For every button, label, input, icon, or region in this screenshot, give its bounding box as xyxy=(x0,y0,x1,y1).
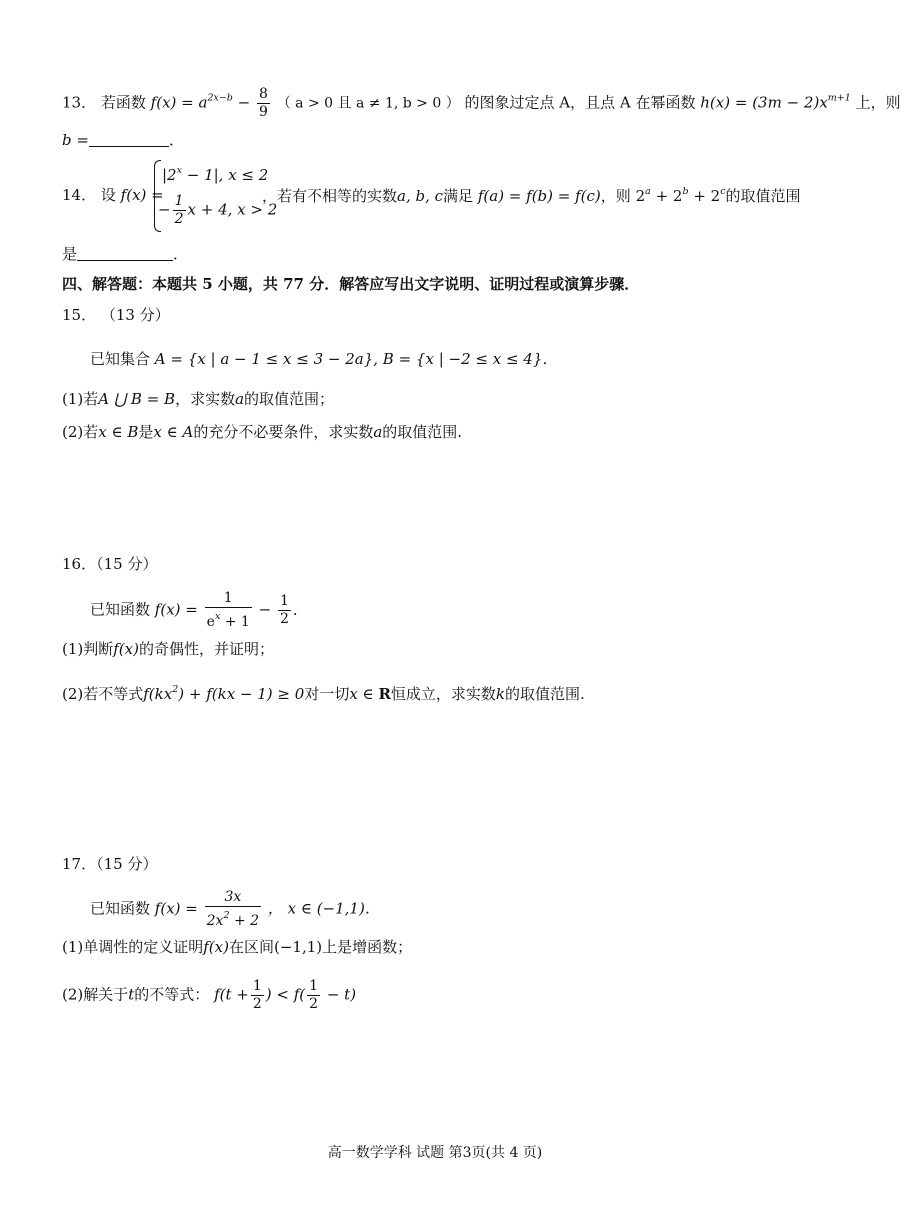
q17-p2-half2 xyxy=(307,978,320,1013)
q15-header: 15． （13 分） xyxy=(62,306,170,324)
q17-p1-label: (1)单调性的定义证明 xyxy=(62,938,204,956)
q14-case2-frac xyxy=(173,193,186,228)
q16-frac2-num: 1 xyxy=(279,593,289,609)
q15-p1-end: 的取值范围； xyxy=(244,390,335,408)
q15-p2-text: 是 xyxy=(138,423,154,441)
q17-frac xyxy=(205,889,261,930)
q14-text-e: 的取值范围 xyxy=(725,187,801,205)
q17-frac-num: 3x xyxy=(205,889,261,907)
q13-answer-blank[interactable] xyxy=(89,133,169,147)
q17-p2-f1: f(t + xyxy=(214,985,249,1004)
q17-intro-text: 已知函数 xyxy=(90,899,151,918)
q16-p2-ineq-b: ) + f(kx − 1) ≥ 0 xyxy=(178,685,305,703)
q17-p2-end: − t) xyxy=(322,985,357,1004)
q17-header: 17．（15 分） xyxy=(62,855,158,873)
q17-p2-half1 xyxy=(251,978,264,1013)
q14-case1-a: |2 xyxy=(162,166,177,184)
q17-p1-interval: (−1,1) xyxy=(273,938,323,956)
q14-expr-c: + 2 xyxy=(688,187,721,205)
q16-p2-ineq-exp: 2 xyxy=(172,684,179,695)
q13-exp: 2x−b xyxy=(207,92,233,104)
q14-case2-den: 2 xyxy=(174,211,184,227)
q17-p2-t: t xyxy=(128,985,135,1004)
q14-case1 xyxy=(162,165,268,184)
q13-frac-num: 8 xyxy=(259,86,268,102)
q14-end: ． xyxy=(173,245,189,263)
q14-vars: a, b, c xyxy=(397,187,444,205)
q13-power-func: h(x) = (3m − 2)x xyxy=(700,93,828,112)
q14-line2 xyxy=(62,245,188,263)
q15-p2-label: (2)若 xyxy=(62,423,99,441)
q14-expr-a: 2 xyxy=(635,187,646,205)
q17-part2 xyxy=(62,978,356,1013)
q14-number: 14． xyxy=(62,186,97,204)
q17-part1 xyxy=(62,938,412,956)
q13-line2 xyxy=(62,131,184,149)
q17-frac-den xyxy=(205,907,261,930)
q14-case2 xyxy=(158,193,277,228)
q16-frac2-den: 2 xyxy=(279,611,289,627)
q14-number-line xyxy=(62,186,164,204)
q14-exp-a: a xyxy=(645,186,651,197)
q16-frac1-den-base: e xyxy=(206,614,215,630)
q17-frac-den-base: 2x xyxy=(206,913,224,929)
q14-case1-exp: x xyxy=(176,165,182,176)
q16-end: ． xyxy=(292,600,308,619)
q13-text-c: 上，则 xyxy=(855,93,901,112)
q16-header: 16．（15 分） xyxy=(62,555,158,573)
page-footer: 高一数学学科 试题 第3页(共 4 页) xyxy=(327,1145,543,1161)
q16-frac1-num: 1 xyxy=(205,590,252,608)
q15-p1-label: (1)若 xyxy=(62,390,99,408)
q16-p2-text2: 恒成立，求实数 xyxy=(390,685,496,703)
q17-p2-mid: ) < f( xyxy=(265,985,306,1004)
q15-part2 xyxy=(62,423,462,441)
q13-b-label: b = xyxy=(62,131,89,149)
q17-p1-end: 上是增函数； xyxy=(322,938,413,956)
q16-p1-label: (1)判断 xyxy=(62,640,114,658)
q16-intro xyxy=(90,590,308,631)
q16-minus: − xyxy=(258,600,272,619)
q14-text: 设 xyxy=(100,186,116,204)
q16-frac1-den-rest: + 1 xyxy=(220,614,250,630)
q13-line1 xyxy=(62,86,901,121)
q16-p2-text: 对一切 xyxy=(304,685,350,703)
q17-p2-half1-den: 2 xyxy=(252,996,262,1012)
q13-fraction xyxy=(257,86,270,121)
q15-intro xyxy=(90,350,557,368)
q13-condition: （ a > 0 且 a ≠ 1, b > 0 ） xyxy=(276,95,460,112)
q17-frac-den-exp: 2 xyxy=(223,910,230,921)
q14-case2-num: 1 xyxy=(174,193,184,209)
q14-func: f(x) = xyxy=(120,186,164,204)
section4-heading: 四、解答题：本题共 5 小题，共 77 分．解答应写出文字说明、证明过程或演算步骤． xyxy=(62,275,640,293)
q15-p2-expr1: x ∈ B xyxy=(98,423,139,441)
q15-p1-text: ，求实数 xyxy=(175,390,236,408)
q17-domain: ， x ∈ (−1,1)． xyxy=(267,899,380,918)
q15-p2-var: a xyxy=(373,423,383,441)
q17-func: f(x) = xyxy=(154,899,198,918)
q14-text-b: ，若有不相等的实数 xyxy=(262,187,398,205)
q17-p2-label: (2)解关于 xyxy=(62,985,129,1004)
q16-p2-k: k xyxy=(495,685,506,703)
q13-frac-den: 9 xyxy=(259,104,268,120)
q14-case2-minus: − xyxy=(158,200,171,219)
q16-p1-text: 的奇偶性，并证明； xyxy=(138,640,274,658)
q14-line1-right xyxy=(262,186,801,205)
q13-number: 13． xyxy=(62,93,97,112)
q16-frac1-den-exp: x xyxy=(214,611,221,622)
q13-func: f(x) = a xyxy=(150,93,208,112)
q16-p2-x: x ∈ xyxy=(349,685,379,703)
q16-p2-ineq-a: f(kx xyxy=(143,685,173,703)
q13-minus: − xyxy=(237,93,251,112)
q15-p1-var: a xyxy=(235,390,245,408)
q16-frac1-den xyxy=(205,608,252,631)
q15-p2-end: 的取值范围. xyxy=(382,423,463,441)
q16-p1-f: f(x) xyxy=(113,640,139,658)
q15-p2-text2: 的充分不必要条件，求实数 xyxy=(193,423,374,441)
q13-text-b: 的图象过定点 A，且点 A 在幂函数 xyxy=(464,93,696,112)
q15-sets: A = {x | a − 1 ≤ x ≤ 3 − 2a}, B = {x | −2 ≤ x ≤ 4}． xyxy=(154,350,558,368)
q14-text-c: 满足 xyxy=(443,187,474,205)
q17-frac-den-rest: + 2 xyxy=(229,913,260,929)
q14-shi: 是 xyxy=(62,245,78,263)
q15-part1 xyxy=(62,390,334,408)
q15-intro-text: 已知集合 xyxy=(90,350,151,368)
q16-p2-R: R xyxy=(378,685,391,703)
q17-p2-half2-num: 1 xyxy=(309,978,319,994)
q14-case2-rest: x + 4, x > 2 xyxy=(187,200,278,219)
q15-p2-expr2: x ∈ A xyxy=(153,423,194,441)
q16-frac2 xyxy=(278,593,291,628)
q15-p1-expr: A ⋃ B = B xyxy=(98,390,176,408)
q16-p2-end: 的取值范围. xyxy=(505,685,585,703)
q14-exp-b: b xyxy=(682,186,689,197)
q17-intro xyxy=(90,889,380,930)
q16-func: f(x) = xyxy=(154,600,198,619)
q17-p2-half2-den: 2 xyxy=(309,996,319,1012)
q13-text: 若函数 xyxy=(100,93,146,112)
q16-part1 xyxy=(62,640,274,658)
q17-p2-text: 的不等式： xyxy=(134,985,210,1004)
q14-cond: f(a) = f(b) = f(c) xyxy=(477,187,601,205)
q13-end: ． xyxy=(168,131,184,149)
q14-case1-rest: − 1|, x ≤ 2 xyxy=(181,166,269,184)
q13-power-exp: m+1 xyxy=(827,92,851,104)
q16-p2-label: (2)若不等式 xyxy=(62,685,144,703)
q14-text-d: ，则 xyxy=(600,187,631,205)
q14-exp-c: c xyxy=(720,186,726,197)
q16-frac1 xyxy=(205,590,252,631)
q14-answer-blank[interactable] xyxy=(77,247,173,261)
q16-part2 xyxy=(62,684,585,703)
q17-p1-text: 在区间 xyxy=(228,938,274,956)
q17-p2-half1-num: 1 xyxy=(252,978,262,994)
q14-expr-b: + 2 xyxy=(650,187,683,205)
q16-intro-text: 已知函数 xyxy=(90,600,151,619)
q17-p1-f: f(x) xyxy=(203,938,229,956)
